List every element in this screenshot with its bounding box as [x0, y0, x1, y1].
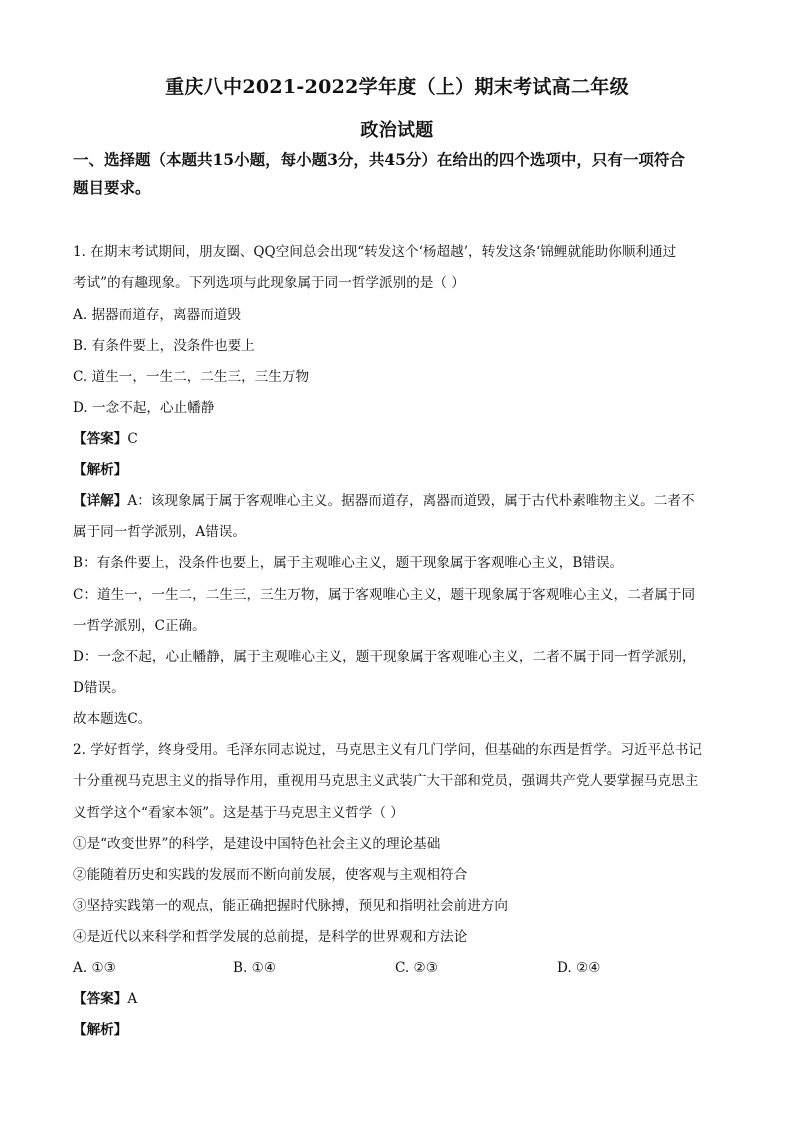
- q1-stem-line1: 1. 在期末考试期间，朋友圈、QQ空间总会出现“转发这个‘杨超越’，转发这条‘锦鲤就能助你顺利通过: [73, 244, 677, 260]
- q1-detail-line1: [73, 491, 733, 511]
- q2-stem-line3: 义哲学这个“看家本领”。这是基于马克思主义哲学（ ）: [73, 805, 404, 821]
- q2-stem-line1: 2. 学好哲学，终身受用。毛泽东同志说过，马克思主义有几门学问，但基础的东西是哲学。习近平总书记: [73, 742, 703, 758]
- q2-answer: [73, 989, 733, 1009]
- q1-option-a: A. 据器而道存，离器而道毁: [73, 307, 241, 323]
- exam-title: 重庆八中2021-2022学年度（上）期末考试高二年级: [165, 76, 629, 98]
- q1-detail-line3: B：有条件要上，没条件也要上，属于主观唯心主义，题干现象属于客观唯心主义，B错误。: [73, 555, 624, 571]
- q2-option-c: C. ②③: [395, 960, 438, 976]
- q1-option-c: C. 道生一，一生二，二生三，三生万物: [73, 369, 310, 385]
- q1-detail-tag: 【详解】: [73, 493, 128, 509]
- q2-item-4: ④是近代以来科学和哲学发展的总前提，是科学的世界观和方法论: [73, 929, 468, 945]
- q2-stem-line2: 十分重视马克思主义的指导作用，重视用马克思主义武装广大干部和党员，强调共产党人要掌握马克思主: [73, 773, 699, 789]
- q2-item-2: ②能随着历史和实践的发展而不断向前发展，使客观与主观相符合: [73, 867, 468, 883]
- q1-option-d: D. 一念不起，心止幡静: [73, 400, 215, 416]
- q2-option-b: B. ①④: [233, 960, 277, 976]
- q1-answer: [73, 429, 733, 449]
- q1-analysis-tag: 【解析】: [73, 462, 128, 478]
- q1-detail-line2: 属于同一哲学派别，A错误。: [73, 524, 246, 540]
- q2-answer-value: A: [127, 991, 138, 1007]
- q2-answer-tag: 【答案】: [73, 991, 128, 1007]
- q1-stem-line2: 考试”的有趣现象。下列选项与此现象属于同一哲学派别的是（ ）: [73, 275, 465, 291]
- q1-answer-value: C: [127, 431, 138, 447]
- q2-item-1: ①是“改变世界”的科学，是建设中国特色社会主义的理论基础: [73, 836, 441, 852]
- q1-answer-tag: 【答案】: [73, 431, 128, 447]
- section-heading: [73, 146, 733, 202]
- q1-detail-line5: 一哲学派别，C正确。: [73, 618, 206, 634]
- q2-item-3: ③坚持实践第一的观点，能正确把握时代脉搏，预见和指明社会前进方向: [73, 898, 508, 914]
- q1-detail-line6: D：一念不起，心止幡静，属于主观唯心主义，题干现象属于客观唯心主义，二者不属于同一哲学派别，: [73, 649, 696, 665]
- section-heading-line1: 一、选择题（本题共15小题，每小题3分，共45分）在给出的四个选项中，只有一项符合: [73, 150, 685, 169]
- exam-subtitle: 政治试题: [360, 120, 434, 141]
- q2-analysis-tag: 【解析】: [73, 1022, 128, 1038]
- q1-detail-text1: A：该现象属于属于客观唯心主义。据器而道存，离器而道毁，属于古代朴素唯物主义。二者不: [127, 493, 695, 509]
- q1-detail-line7: D错误。: [73, 680, 125, 696]
- section-heading-line2: 题目要求。: [73, 178, 151, 197]
- q2-option-a: A. ①③: [73, 960, 116, 976]
- q1-detail-line4: C：道生一，一生二，二生三，三生万物，属于客观唯心主义，题干现象属于客观唯心主义，二者属于同: [73, 587, 696, 603]
- q2-option-d: D. ②④: [557, 960, 601, 976]
- q1-option-b: B. 有条件要上，没条件也要上: [73, 338, 255, 354]
- q1-conclusion: 故本题选C。: [73, 711, 152, 727]
